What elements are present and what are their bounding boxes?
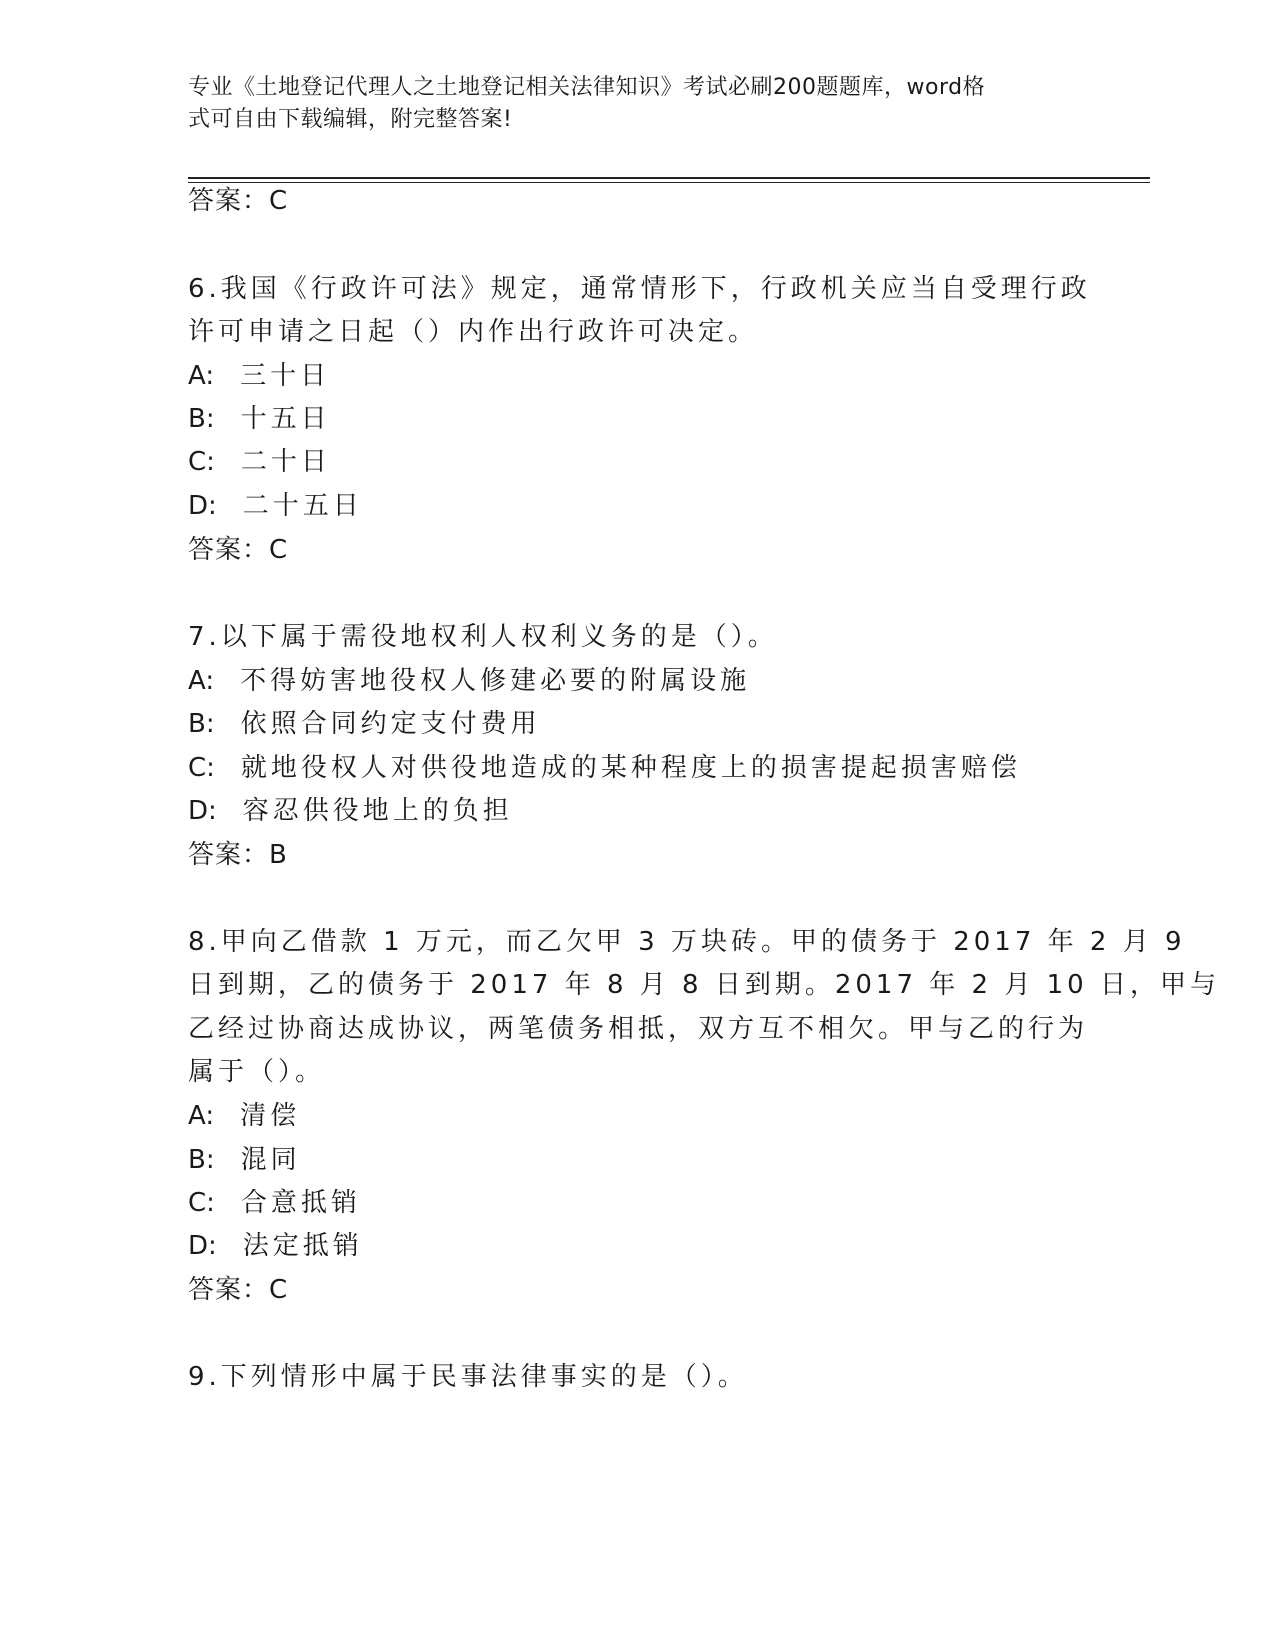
option-key: B:: [188, 709, 215, 739]
answer-line: [188, 533, 288, 567]
question-text: 乙经过协商达成协议，两笔债务相抵，双方互不相欠。甲与乙的行为: [188, 1014, 1089, 1044]
answer-value: C: [269, 186, 289, 216]
question-text: 属于（）。: [188, 1057, 326, 1087]
option-text: 合意抵销: [240, 1188, 361, 1218]
answer-line: [188, 1273, 288, 1307]
option-text: 依照合同约定支付费用: [240, 709, 541, 739]
question-text: 8.甲向乙借款 1 万元，而乙欠甲 3 万块砖。甲的债务于 2017 年 2 月 9: [188, 927, 1186, 957]
option-item: [188, 1143, 301, 1177]
answer-prefix: 答案：: [188, 840, 270, 870]
option-item: [188, 1099, 300, 1133]
header-divider-thin: [188, 182, 1150, 183]
option-text: 混同: [240, 1145, 301, 1175]
option-text: 十五日: [240, 404, 331, 434]
option-item: [188, 794, 513, 828]
header-divider: [188, 177, 1150, 179]
option-text: 二十五日: [242, 491, 363, 521]
answer-value: C: [269, 535, 289, 565]
answer-prefix: 答案：: [188, 535, 270, 565]
header-line-1: 专业《土地登记代理人之土地登记相关法律知识》考试必刷200题题库，word格: [188, 75, 986, 100]
question-text: 9.下列情形中属于民事法律事实的是（）。: [188, 1362, 748, 1392]
option-key: A:: [188, 666, 215, 696]
option-key: D:: [188, 1231, 217, 1261]
option-key: A:: [188, 1101, 215, 1131]
answer-value: C: [269, 1275, 289, 1305]
option-item: [188, 1229, 363, 1263]
option-item: [188, 402, 331, 436]
option-key: D:: [188, 796, 217, 826]
option-text: 清偿: [240, 1101, 301, 1131]
option-text: 三十日: [240, 361, 331, 391]
option-key: B:: [188, 1145, 215, 1175]
option-item: [188, 664, 750, 698]
option-key: B:: [188, 404, 215, 434]
question-text: 许可申请之日起（）内作出行政许可决定。: [188, 317, 759, 347]
option-text: 容忍供役地上的负担: [242, 796, 513, 826]
option-key: C:: [188, 1188, 215, 1218]
question-text: 日到期，乙的债务于 2017 年 8 月 8 日到期。2017 年 2 月 10 日，甲与: [188, 970, 1220, 1000]
option-item: [188, 707, 541, 741]
option-key: C:: [188, 753, 215, 783]
answer-line: [188, 838, 288, 872]
question-text: 7.以下属于需役地权利人权利义务的是（）。: [188, 622, 778, 652]
option-text: 就地役权人对供役地造成的某种程度上的损害提起损害赔偿: [240, 753, 1021, 783]
option-item: [188, 359, 330, 393]
option-item: [188, 1186, 361, 1220]
option-key: D:: [188, 491, 217, 521]
option-item: [188, 445, 331, 479]
option-key: C:: [188, 447, 215, 477]
answer-value: B: [269, 840, 288, 870]
option-text: 不得妨害地役权人修建必要的附属设施: [240, 666, 751, 696]
option-text: 二十日: [240, 447, 331, 477]
answer-line: [188, 184, 288, 218]
header-line-2: 式可自由下载编辑，附完整答案!: [188, 107, 513, 132]
option-item: [188, 751, 1021, 785]
option-key: A:: [188, 361, 215, 391]
answer-prefix: 答案：: [188, 1275, 270, 1305]
question-text: 6.我国《行政许可法》规定，通常情形下，行政机关应当自受理行政: [188, 274, 1091, 304]
option-text: 法定抵销: [242, 1231, 363, 1261]
answer-prefix: 答案：: [188, 186, 270, 216]
document-header: [188, 72, 1068, 136]
option-item: [188, 489, 363, 523]
